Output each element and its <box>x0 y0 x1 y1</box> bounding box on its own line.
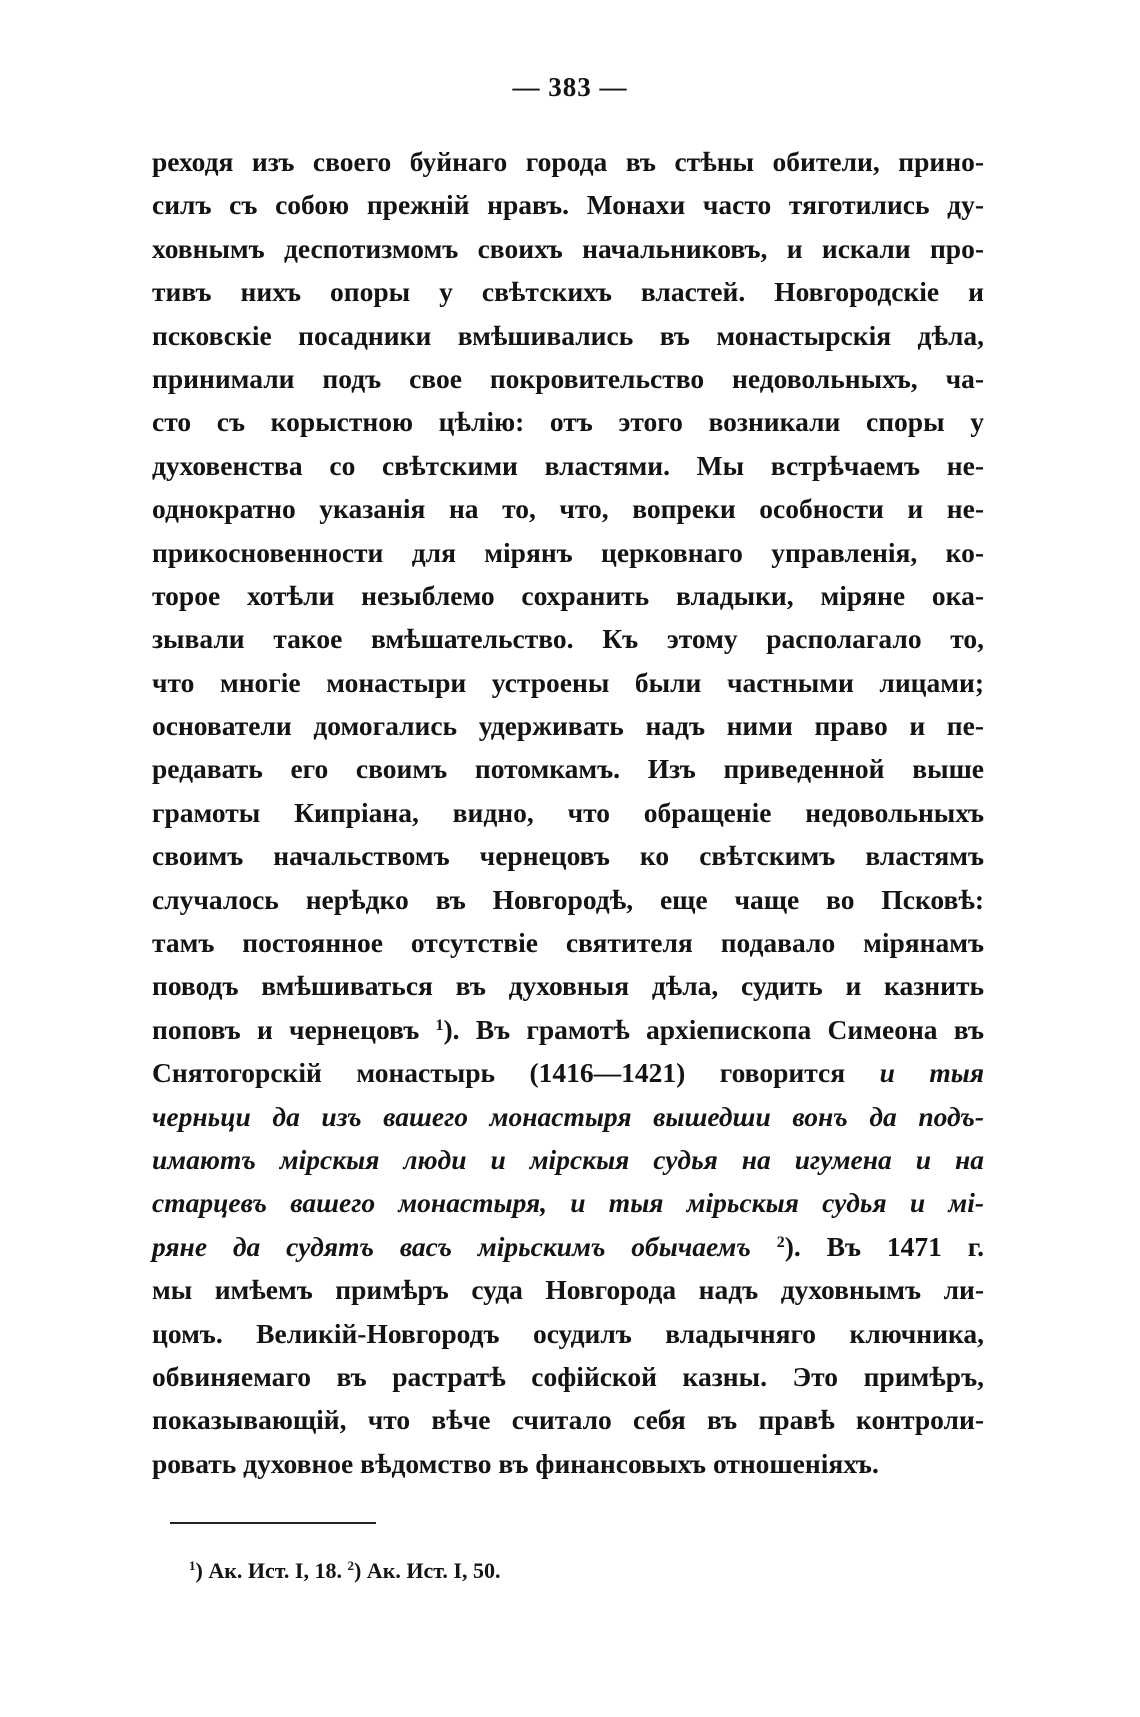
footnote-marker: 2 <box>347 1558 354 1573</box>
text-segment: поповъ и чернецовъ <box>152 1013 436 1045</box>
text-line: случалось нерѣдко въ Новгородѣ, еще чаще во Псковѣ: <box>152 883 984 915</box>
footnote-marker: 1 <box>189 1558 196 1573</box>
text-line: мы имѣемъ примѣръ суда Новгорода надъ духовнымъ ли- <box>152 1274 984 1306</box>
quote-italic: черньци да изъ вашего монастыря вышедши вонъ да подъ- <box>152 1100 984 1132</box>
text-line: обвиняемаго въ растратѣ софійской казны. Это примѣръ, <box>152 1360 984 1392</box>
text-line: грамоты Кипріана, видно, что обращеніе недовольныхъ <box>152 796 984 828</box>
text-line: принимали подъ свое покровительство недовольныхъ, ча- <box>152 362 984 394</box>
text-segment: ). Въ 1471 г. <box>784 1230 984 1262</box>
quote-italic: старцевъ вашего монастыря, и тыя мірьскыя судья и мі- <box>152 1187 984 1219</box>
text-line: духовенства со свѣтскими властями. Мы встрѣчаемъ не- <box>152 449 984 481</box>
text-line: показывающій, что вѣче считало себя въ правѣ контроли- <box>152 1404 984 1436</box>
footnote-ref[interactable]: 1 <box>435 1016 444 1034</box>
text-line: псковскіе посадники вмѣшивались въ монастырскія дѣла, <box>152 319 984 351</box>
text-segment: ). Въ грамотѣ архіепископа Симеона въ <box>443 1013 984 1045</box>
text-line: сто съ корыстною цѣлію: отъ этого возникали споры у <box>152 406 984 438</box>
text-line: ховнымъ деспотизмомъ своихъ начальниковъ, и искали про- <box>152 232 984 264</box>
text-segment: Снятогорскій монастырь (1416—1421) говорится <box>152 1057 880 1089</box>
quote-italic: имаютъ мірскыя люди и мірскыя судья на игумена и на <box>152 1143 984 1175</box>
footnote-text: ) Ак. Ист. I, 18. <box>195 1558 348 1583</box>
text-line-with-footnote-ref <box>152 1225 984 1268</box>
quote-line <box>152 1181 984 1224</box>
text-line: основатели домогались удерживать надъ ними право и пе- <box>152 710 984 742</box>
text-line: тивъ нихъ опоры у свѣтскихъ властей. Новгородскіе и <box>152 276 984 308</box>
text-line: прикосновенности для мірянъ церковнаго управленія, ко- <box>152 536 984 568</box>
text-line: реходя изъ своего буйнаго города въ стѣны обители, прино- <box>152 146 984 177</box>
text-line: цомъ. Великій-Новгородъ осудилъ владычняго ключника, <box>152 1317 984 1349</box>
page-number: — 383 — <box>512 72 628 102</box>
text-line: силъ съ собою прежній нравъ. Монахи часто тяготились ду- <box>152 189 984 221</box>
text-line: что многіе монастыри устроены были частными лицами; <box>152 666 984 698</box>
footnote-ref[interactable]: 2 <box>776 1233 785 1251</box>
text-line: своимъ начальствомъ чернецовъ ко свѣтскимъ властямъ <box>152 840 984 872</box>
text-line: редавать его своимъ потомкамъ. Изъ приведенной выше <box>152 753 984 785</box>
text-line: ровать духовное вѣдомство въ финансовыхъ отношеніяхъ. <box>152 1447 879 1479</box>
text-line-with-footnote-ref <box>152 1008 984 1051</box>
footnote-divider <box>170 1522 376 1524</box>
body-text <box>152 140 984 1485</box>
quote-italic: и тыя <box>879 1057 985 1089</box>
footnote-text: ) Ак. Ист. I, 50. <box>353 1558 501 1583</box>
text-line: поводъ вмѣшиваться въ духовныя дѣла, судить и казнить <box>152 970 984 1002</box>
text-line: тамъ постоянное отсутствіе святителя подавало мірянамъ <box>152 927 984 959</box>
quote-line <box>152 1095 984 1138</box>
text-line: торое хотѣли незыблемо сохранить владыки, міряне ока- <box>152 579 984 611</box>
footnotes <box>189 1558 500 1584</box>
text-line: однократно указанія на то, что, вопреки особности и не- <box>152 493 984 525</box>
text-line <box>152 1051 984 1094</box>
quote-italic: ряне да судятъ васъ мірьскимъ обычаемъ <box>152 1230 751 1262</box>
quote-line <box>152 1138 984 1181</box>
text-line: зывали такое вмѣшательство. Къ этому располагало то, <box>152 623 984 655</box>
